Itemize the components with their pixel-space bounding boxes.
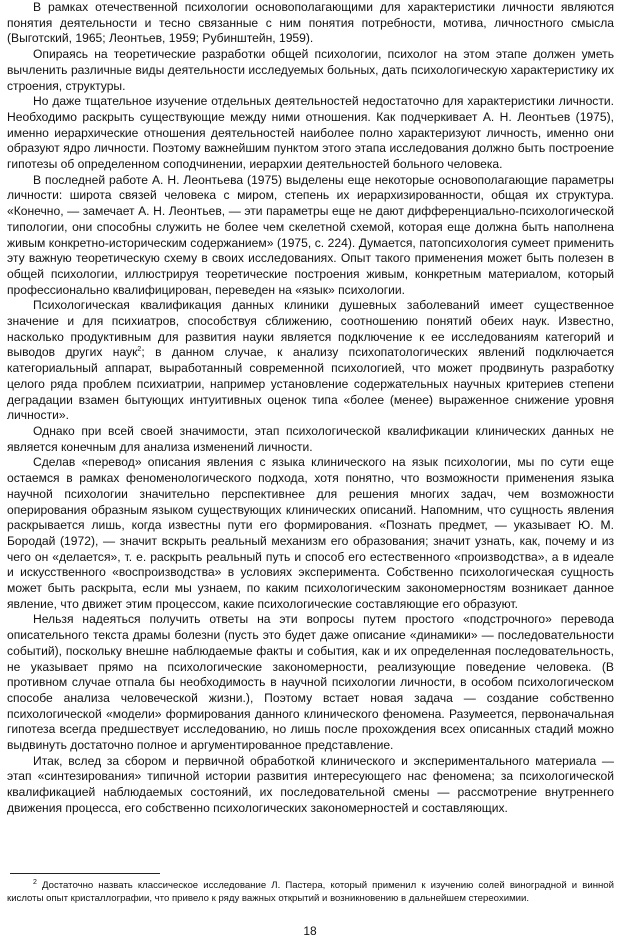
- paragraph-3: Но даже тщательное изучение отдельных деятельностей недостаточно для характеристики личности. Необходимо раскрыть существующие между ними отношения. Как подчеркивает А. Н. Леонтьев (1975), именно иерархические отношения деятельностей наиболее полно характеризуют личность, именно они образуют ядро личности. Поэтому важнейшим пунктом этого этапа исследования должно быть построение гипотезы об определенном соподчинении, иерархии деятельностей больного человека.: [7, 94, 614, 172]
- footnote: [7, 879, 614, 905]
- paragraph-2: Опираясь на теоретические разработки общей психологии, психолог на этом этапе должен уметь вычленить различные виды деятельности исследуемых больных, дать психологическую характеристику их строения, структуры.: [7, 47, 614, 93]
- paragraph-5-text-b: ; в данном случае, к анализу психопатологических явлений подключается категориальный аппарат, выработанный современной психологией, что может продвинуть разработку целого ряда проблем психиатрии, например установление содержательных научных критериев степени деградации взамен бытующих интуитивных оценок типа «более (менее) выраженное снижение уровня личности».: [7, 345, 614, 423]
- paragraph-5: [7, 298, 614, 424]
- paragraph-9: Итак, вслед за сбором и первичной обработкой клинического и экспериментального материала — этап «синтезирования» типичной истории развития интересующего нас феномена; за психологической квалификацией наблюдаемых состояний, их последовательной смены — рассмотрение внутреннего движения процесса, его собственно психологических закономерностей и составляющих.: [7, 753, 614, 815]
- page-number: 18: [303, 924, 317, 938]
- paragraph-1: В рамках отечественной психологии основополагающими для характеристики личности являются понятия деятельности и тесно связанные с ним понятия потребности, мотива, личностного смысла (Выготский, 1965; Леонтьев, 1959; Рубинштейн, 1959).: [7, 0, 614, 46]
- footnote-divider: [10, 873, 160, 874]
- footnote-marker: 2: [33, 878, 37, 886]
- paragraph-5-text-a: Психологическая квалификация данных клиники душевных заболеваний имеет существенное значение и для психиатров, способствуя сближению, соотношению понятий обеих наук. Известно, насколько продуктивным для развития науки является подключение к ее исследованиям категорий и выводов других наук: [7, 298, 614, 360]
- page-body: [7, 0, 614, 817]
- footnote-text: Достаточно назвать классическое исследование Л. Пастера, который применил к изучению солей виноградной и винной кислоты опыт кристаллографии, что привело к ряду важных открытий и возникновению в дальнейшем стереохимии.: [7, 880, 614, 905]
- paragraph-4: В последней работе А. Н. Леонтьева (1975) выделены еще некоторые основополагающие параметры личности: широта связей человека с миром, степень их иерархизированности, общая их структура. «Конечно, — замечает А. Н. Леонтьев, — эти параметры еще не дают дифференциально-психологической типологии, они способны служить не более чем скелетной схемой, которая еще должна быть наполнена живым конкретно-историческим содержанием» (1975, с. 224). Думается, патопсихология сумеет применить эту важную теоретическую схему в своих исследованиях. Опыт такого применения может быть полезен в общей психологии, иллюстрируя теоретические построения живым, конкретным материалом, который профессионально квалифицирован, переведен на «язык» психологии.: [7, 172, 614, 297]
- footnote-reference: 2: [137, 346, 142, 354]
- paragraph-7: Сделав «перевод» описания явления с языка клинического на язык психологии, мы по сути еще остаемся в рамках феноменологического подхода, хотя понятно, что возможности применения языка научной психологии значительно перспективнее для решения многих задач, чем возможности оперирования образным языком существующих клинических описаний. Напомним, что сущность явления раскрывается лишь, когда известны пути его формирования. «Познать предмет, — указывает Ю. М. Бородай (1972), — значит вскрыть реальный механизм его образования; значит узнать, как, почему и из чего он «делается», т. е. раскрыть реальный путь и способ его естественного «производства», а в идеале и искусственного «воспроизводства» в условиях эксперимента. Собственно психологическая сущность может быть раскрыта, если мы узнаем, по каким психологическим закономерностям возникает данное явление, что движет этим процессом, какие психологические составляющие его образуют.: [7, 455, 614, 611]
- paragraph-6: Однако при всей своей значимости, этап психологической квалификации клинических данных не является конечным для анализа изменений личности.: [7, 423, 614, 454]
- paragraph-8: Нельзя надеяться получить ответы на эти вопросы путем простого «подстрочного» перевода описательного текста драмы болезни (пусть это будет даже описание «динамики» — последовательности событий), поскольку внешне наблюдаемые факты и события, как и их определенная последовательность, не указывает прямо на психологические закономерности, реализующие поведение человека. (В противном случае отпала бы необходимость в научной психологии личности, в особом психологическом способе анализа человеческой жизни.), Поэтому встает новая задача — создание собственно психологической «модели» формирования данного клинического феномена. Разумеется, первоначальная гипотеза всегда предшествует исследованию, но лишь после прохождения всех описанных стадий можно выдвинуть достаточно полное и аргументированное представление.: [7, 612, 614, 753]
